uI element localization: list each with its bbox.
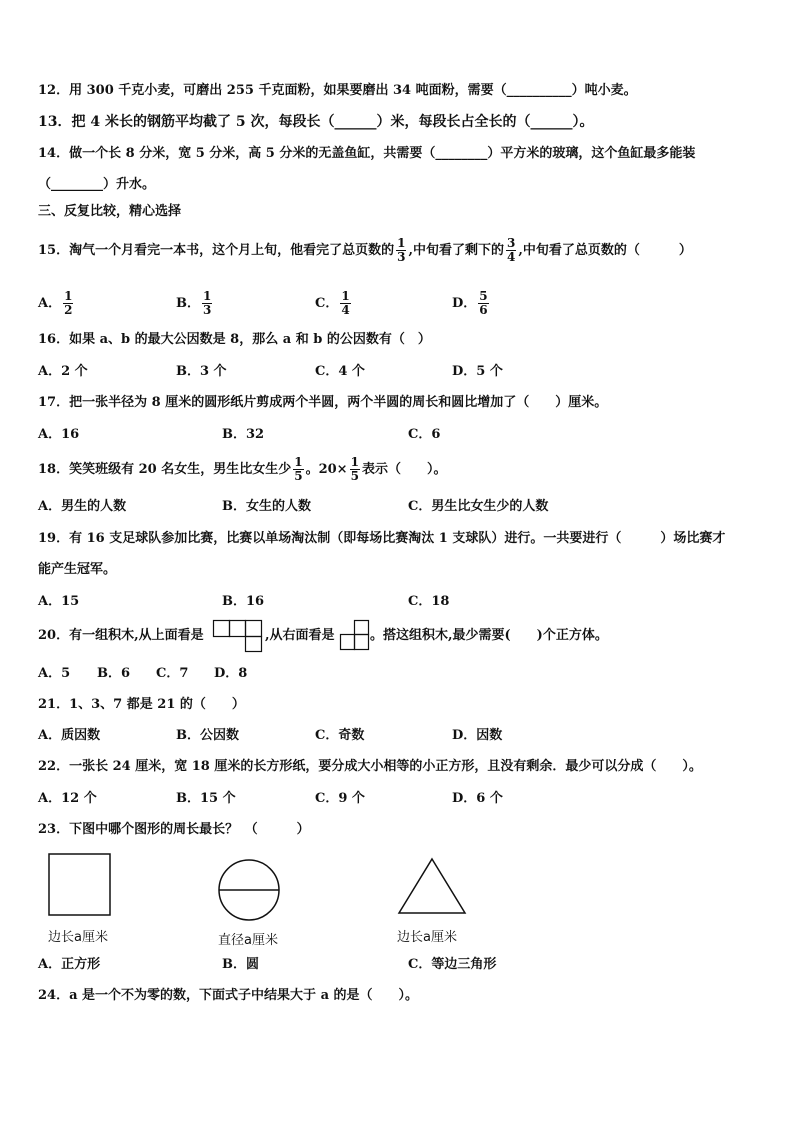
fraction-three-quarters [506, 237, 516, 264]
option-fraction [340, 290, 350, 317]
q23-option-a[interactable]: A．正方形 [38, 957, 101, 972]
question-23: 23．下图中哪个图形的周长最长？ （ ） [38, 822, 310, 837]
question-24: 24．a 是一个不为零的数，下面式子中结果大于 a 的是（ ）。 [38, 988, 419, 1003]
option-label: A． [38, 296, 62, 311]
q15-option-a[interactable] [38, 289, 75, 319]
numerator: 1 [64, 289, 73, 303]
q18-option-c[interactable]: C．男生比女生少的人数 [408, 499, 549, 514]
q19-option-c[interactable]: C．18 [408, 594, 450, 609]
question-16: 16．如果 a、b 的最大公因数是 8，那么 a 和 b 的公因数有（ ） [38, 332, 431, 347]
option-fraction [63, 290, 73, 317]
q20-option-a[interactable]: A．5 [38, 666, 71, 681]
q15-option-c[interactable] [315, 289, 353, 319]
numerator: 3 [506, 236, 516, 250]
denominator: 3 [397, 250, 406, 264]
q22-option-a[interactable]: A．12 个 [38, 791, 97, 806]
q21-option-a[interactable]: A．质因数 [38, 728, 101, 743]
question-22: 22．一张长 24 厘米，宽 18 厘米的长方形纸，要分成大小相等的小正方形，且没有剩余．最少可以分成（ ）。 [38, 759, 702, 774]
q22-option-b[interactable]: B．15 个 [176, 791, 236, 806]
option-fraction [478, 290, 488, 317]
circle-caption: 直径a厘米 [218, 933, 278, 948]
option-fraction [202, 290, 212, 317]
question-18 [38, 455, 446, 485]
q18-option-b[interactable]: B．女生的人数 [222, 499, 311, 514]
question-21: 21．1、3、7 都是 21 的（ ） [38, 697, 245, 712]
question-15-part-3: ,中旬看了总页数的（ ） [518, 243, 692, 258]
fraction-one-third [396, 237, 406, 264]
question-14-line-1: 14．做一个长 8 分米，宽 5 分米，高 5 分米的无盖鱼缸，共需要（________）平方米的玻璃，这个鱼缸最多能装 [38, 146, 696, 161]
q19-option-a[interactable]: A．15 [38, 594, 80, 609]
q23-option-c[interactable]: C．等边三角形 [408, 957, 497, 972]
q20-option-d[interactable]: D．8 [214, 666, 248, 681]
q16-option-d[interactable]: D．5 个 [452, 364, 503, 379]
option-label: C． [315, 296, 339, 311]
q21-option-b[interactable]: B．公因数 [176, 728, 239, 743]
question-12: 12．用 300 千克小麦，可磨出 255 千克面粉，如果要磨出 34 吨面粉，需要（__________）吨小麦。 [38, 83, 637, 98]
q22-option-c[interactable]: C．9 个 [315, 791, 365, 806]
question-13: 13．把 4 米长的钢筋平均截了 5 次，每段长（______）米，每段长占全长的（______）。 [38, 114, 594, 130]
numerator: 5 [479, 289, 488, 303]
denominator: 2 [64, 303, 73, 317]
denominator: 4 [341, 303, 350, 317]
section-title: 三、反复比较，精心选择 [38, 204, 182, 219]
q15-option-b[interactable] [176, 289, 214, 319]
q23-option-b[interactable]: B．圆 [222, 957, 259, 972]
question-15-part-2: ,中旬看了剩下的 [408, 243, 504, 258]
denominator: 3 [203, 303, 212, 317]
fraction-one-fifth [350, 456, 360, 483]
q17-option-a[interactable]: A．16 [38, 427, 80, 442]
option-label: B． [176, 296, 200, 311]
option-label: D． [452, 296, 477, 311]
numerator: 1 [350, 455, 359, 469]
question-20-part-1: 20．有一组积木,从上面看是 [38, 628, 204, 643]
right-view-blocks-figure [340, 620, 370, 652]
denominator: 5 [294, 469, 303, 483]
denominator: 4 [506, 250, 516, 264]
q16-option-c[interactable]: C．4 个 [315, 364, 365, 379]
q16-option-a[interactable]: A．2 个 [38, 364, 88, 379]
q18-option-a[interactable]: A．男生的人数 [38, 499, 127, 514]
denominator: 6 [479, 303, 488, 317]
numerator: 1 [341, 289, 350, 303]
circle-figure [218, 859, 282, 923]
q16-option-b[interactable]: B．3 个 [176, 364, 227, 379]
numerator: 1 [397, 236, 406, 250]
question-19-line-1: 19．有 16 支足球队参加比赛，比赛以单场淘汰制（即每场比赛淘汰 1 支球队）进行。一共要进行（ ）场比赛才 [38, 531, 726, 546]
q22-option-d[interactable]: D．6 个 [452, 791, 503, 806]
question-18-part-2: 。20× [305, 462, 348, 477]
question-17: 17．把一张半径为 8 厘米的圆形纸片剪成两个半圆，两个半圆的周长和圆比增加了（ ）厘米。 [38, 395, 608, 410]
denominator: 5 [350, 469, 359, 483]
numerator: 1 [203, 289, 212, 303]
triangle-caption: 边长a厘米 [397, 930, 457, 945]
question-14-line-2: （________）升水。 [38, 177, 156, 192]
numerator: 1 [294, 455, 303, 469]
q15-option-d[interactable] [452, 289, 491, 319]
question-18-part-3: 表示（ ）。 [361, 462, 447, 477]
question-15-part-1: 15．淘气一个月看完一本书，这个月上旬，他看完了总页数的 [38, 243, 395, 258]
question-19-line-2: 能产生冠军。 [38, 562, 117, 577]
question-20-part-2: ,从右面看是 [265, 628, 335, 643]
top-view-blocks-figure [213, 620, 263, 652]
q17-option-b[interactable]: B．32 [222, 427, 265, 442]
q21-option-c[interactable]: C．奇数 [315, 728, 365, 743]
square-caption: 边长a厘米 [48, 930, 108, 945]
q20-option-c[interactable]: C．7 [156, 666, 189, 681]
question-15 [38, 236, 692, 266]
square-figure [48, 853, 112, 917]
q21-option-d[interactable]: D．因数 [452, 728, 503, 743]
q19-option-b[interactable]: B．16 [222, 594, 265, 609]
question-18-part-1: 18．笑笑班级有 20 名女生，男生比女生少 [38, 462, 292, 477]
q17-option-c[interactable]: C．6 [408, 427, 441, 442]
question-20-part-3: 。搭这组积木,最少需要( )个正方体。 [370, 628, 608, 643]
q20-option-b[interactable]: B．6 [97, 666, 131, 681]
fraction-one-fifth [293, 456, 303, 483]
triangle-figure [398, 858, 466, 916]
